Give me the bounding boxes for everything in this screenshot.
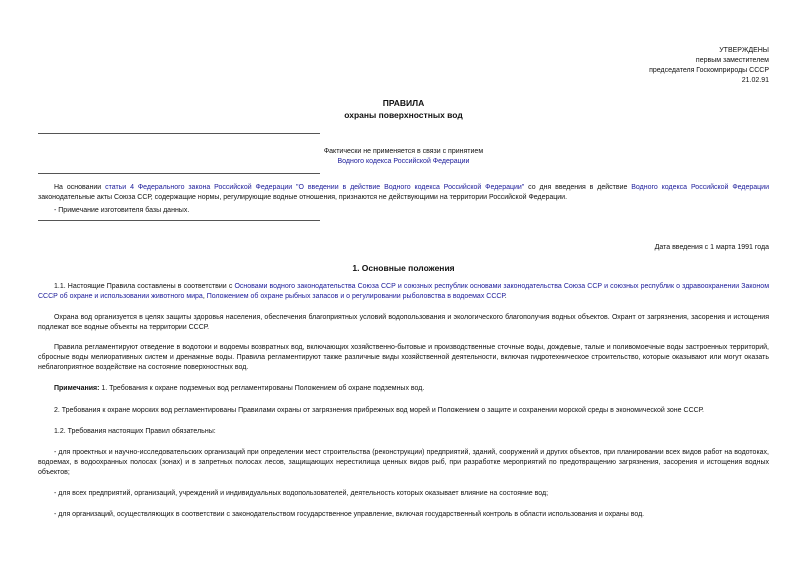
rules-paragraph: Правила регламентируют отведение в водотоки и водоемы возвратных вод, включающих хозяйственно-бытовые и производственные сточные воды, дождевые, талые и поливомоечные воды застроенных территорий, сбросные воды мелиоративных систем и дренажные воды. Правила регламентируют также различные виды хозяйственной деятельности, включая гидротехническое строительство, которые оказывают или могут оказать неблагоприятное воздействие на состояние поверхностных вод. [38, 344, 769, 371]
basis-text: со дня введения в действие [524, 184, 632, 191]
divider [38, 220, 320, 221]
title-main: ПРАВИЛА [382, 98, 425, 108]
approval-line: первым заместителем [695, 57, 769, 64]
divider [38, 173, 320, 174]
water-code-link[interactable]: Водного кодекса Российской Федерации [631, 184, 769, 191]
note-2: 2. Требования к охране морских вод регламентированы Правилами охраны от загрязнения прибрежных вод морей и Положением о защите и сохранении морской среды в экономической зоне СССР. [54, 407, 704, 414]
basis-text: На основании [54, 184, 106, 191]
water-code-link[interactable]: Водного кодекса Российской Федерации [337, 158, 470, 165]
p11-text: 1.1. Настоящие Правила составлены в соответствии с [54, 283, 235, 290]
protection-paragraph: Охрана вод организуется в целях защиты здоровья населения, обеспечения благоприятных условий водопользования и экологического благополучия водных объектов. Охрант от загрязнения, засорения и истощения подлежат все водные объекты на территории СССР. [38, 314, 769, 331]
p11-text: . [504, 293, 507, 300]
db-note: - Примечание изготовителя базы данных. [54, 207, 190, 214]
note-1: 1. Требования к охране подземных вод регламентированы Положением об охране подземных вод. [99, 385, 425, 392]
notes-label: Примечания: [54, 385, 100, 392]
health-law-link[interactable]: основами законодательства Союза ССР и союзных республик о здравоохранении [469, 283, 740, 290]
notes-paragraph [38, 384, 769, 394]
status-notice [38, 147, 769, 167]
list-item: - для организаций, осуществляющих в соответствии с законодательством государственное управление, включая государственный контроль в области использования и охраны вод. [54, 511, 645, 518]
basis-paragraph [38, 183, 769, 203]
wildlife-law-link[interactable]: Законом СССР об охране и использовании животного мира [38, 283, 770, 300]
document-title [0, 97, 807, 121]
approval-date: 21.02.91 [741, 77, 769, 84]
paragraph-1-1 [38, 282, 769, 302]
approval-line: УТВЕРЖДЕНЫ [719, 47, 769, 54]
federal-law-link[interactable]: статьи 4 Федерального закона Российской Федерации "О введении в действие Водного кодекса Российской Федерации" [105, 184, 525, 191]
paragraph-1-2: 1.2. Требования настоящих Правил обязательны: [54, 428, 216, 435]
approval-block [649, 46, 769, 86]
fish-stock-regulation-link[interactable]: Положением об охране рыбных запасов и о регулировании рыболовства в водоемах СССР [206, 293, 505, 300]
effective-date: Дата введения с 1 марта 1991 года [654, 244, 769, 251]
water-law-basics-link[interactable]: Основами водного законодательства Союза ССР и союзных республик [234, 283, 468, 290]
divider [38, 133, 320, 134]
section-title: 1. Основные положения [352, 263, 455, 273]
list-item: - для проектных и научно-исследовательских организаций при определении мест строительства (реконструкции) предприятий, зданий, сооружений и других объектов, при планировании всех видов работ на водотоках, водоемах, в водоохранных полосах (зонах) и в запретных полосах лесов, защищающих нерестилища ценных видов рыб, при разработке мероприятий по предотвращению загрязнения, засорения и истощения водных объектов; [38, 449, 769, 476]
approval-line: председателя Госкомприроды СССР [649, 67, 769, 74]
basis-text: законодательные акты Союза ССР, содержащие нормы, регулирующие водные отношения, признаются не действующими на территории Российской Федерации. [38, 194, 568, 201]
title-sub: охраны поверхностных вод [344, 110, 463, 120]
list-item: - для всех предприятий, организаций, учреждений и индивидуальных водопользователей, деятельность которых оказывает влияние на состояние вод; [54, 490, 549, 497]
p11-text: , [202, 293, 207, 300]
notice-text: Фактически не применяется в связи с принятием [323, 148, 484, 155]
